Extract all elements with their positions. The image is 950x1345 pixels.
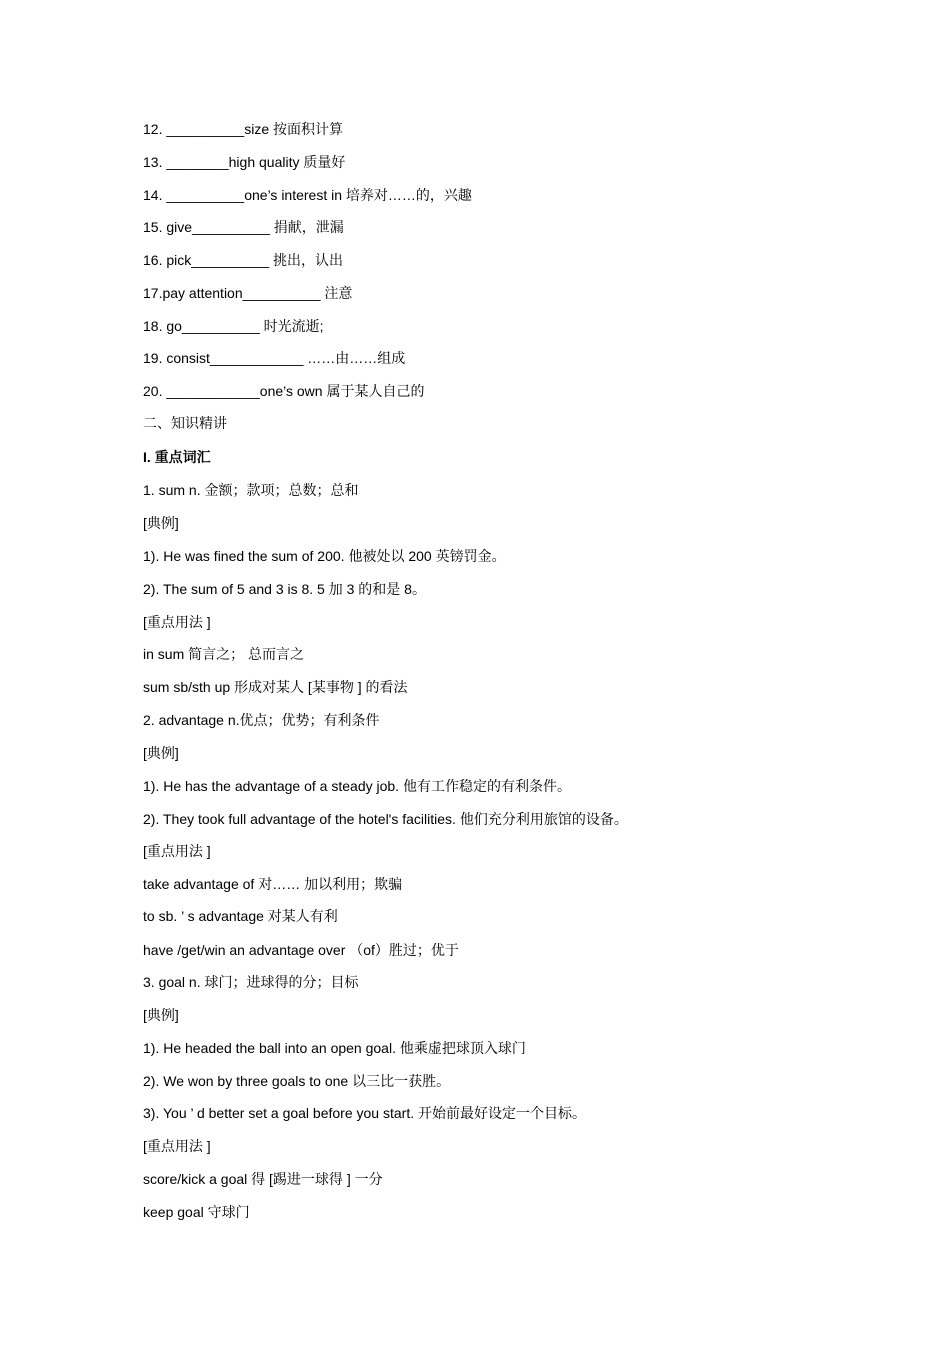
usage-item: score/kick a goal 得 [踢进一球得 ] 一分: [143, 1171, 383, 1187]
example-sentence: 3). You ’ d better set a goal before you start. 开始前最好设定一个目标。: [143, 1105, 586, 1121]
vocab-advantage: 2. advantage n.优点；优势；有利条件: [143, 712, 380, 728]
phrase-14: 14. __________one’s interest in 培养对……的，兴趣: [143, 187, 472, 203]
example-label: [典例]: [143, 1007, 179, 1023]
vocab-goal: 3. goal n. 球门；进球得的分；目标: [143, 974, 359, 990]
usage-item: sum sb/sth up 形成对某人 [某事物 ] 的看法: [143, 679, 408, 695]
section-heading: 二、知识精讲: [143, 415, 227, 431]
usage-item: keep goal 守球门: [143, 1204, 250, 1220]
example-sentence: 1). He headed the ball into an open goal. 他乘虚把球顶入球门: [143, 1040, 526, 1056]
usage-label: [重点用法 ]: [143, 843, 211, 859]
example-sentence: 2). The sum of 5 and 3 is 8. 5 加 3 的和是 8。: [143, 581, 426, 597]
phrase-13: 13. ________high quality 质量好: [143, 154, 346, 170]
phrase-18: 18. go__________ 时光流逝;: [143, 318, 324, 334]
phrase-12: 12. __________size 按面积计算: [143, 121, 343, 137]
vocab-sum: 1. sum n. 金额；款项；总数；总和: [143, 482, 359, 498]
usage-item: to sb. ’ s advantage 对某人有利: [143, 908, 338, 924]
subsection-heading: I. 重点词汇: [143, 449, 211, 465]
phrase-20: 20. ____________one’s own 属于某人自己的: [143, 383, 425, 399]
example-label: [典例]: [143, 745, 179, 761]
example-sentence: 1). He was fined the sum of 200. 他被处以 200 英镑罚金。: [143, 548, 506, 564]
usage-item: take advantage of 对…… 加以利用；欺骗: [143, 876, 403, 892]
usage-label: [重点用法 ]: [143, 614, 211, 630]
example-label: [典例]: [143, 515, 179, 531]
example-sentence: 2). We won by three goals to one 以三比一获胜。: [143, 1073, 451, 1089]
usage-item: have /get/win an advantage over （of）胜过；优于: [143, 942, 459, 958]
usage-item: in sum 简言之； 总而言之: [143, 646, 305, 662]
phrase-19: 19. consist____________ ……由……组成: [143, 350, 406, 366]
phrase-15: 15. give__________ 捐献，泄漏: [143, 219, 344, 235]
phrase-17: 17.pay attention__________ 注意: [143, 285, 353, 301]
phrase-16: 16. pick__________ 挑出，认出: [143, 252, 343, 268]
usage-label: [重点用法 ]: [143, 1138, 211, 1154]
example-sentence: 1). He has the advantage of a steady job. 他有工作稳定的有利条件。: [143, 778, 571, 794]
example-sentence: 2). They took full advantage of the hotel's facilities. 他们充分利用旅馆的设备。: [143, 811, 628, 827]
